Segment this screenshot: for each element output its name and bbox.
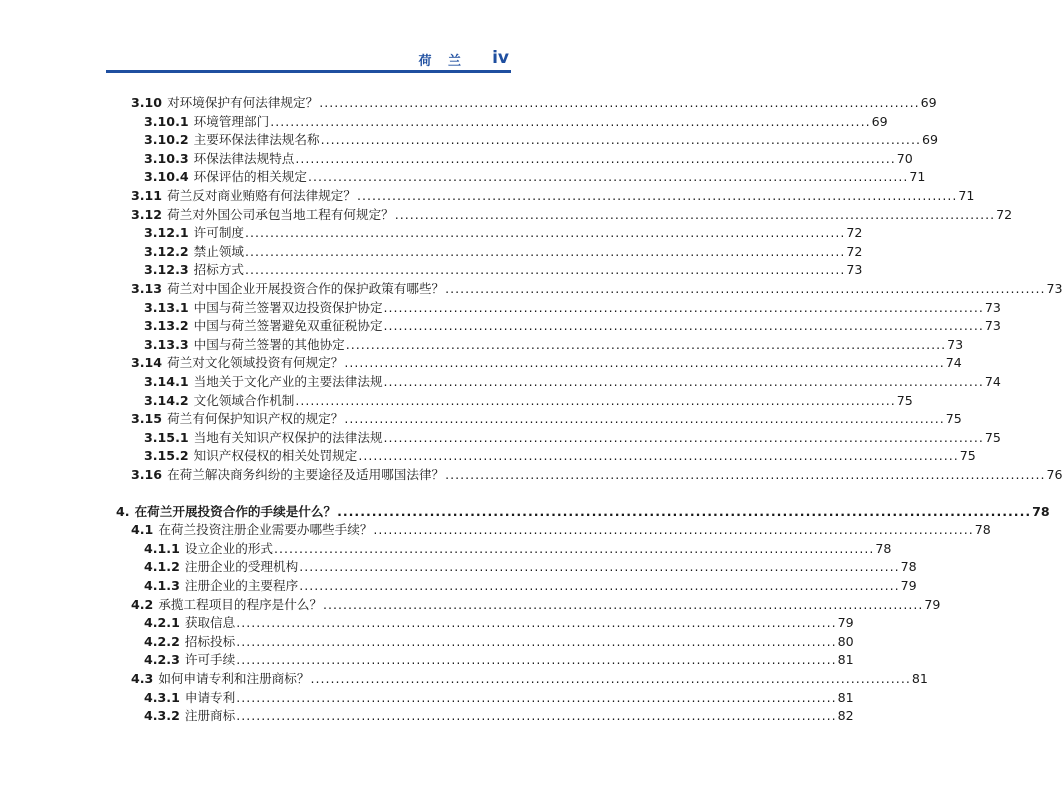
toc-entry-title: 对环境保护有何法律规定？ [167,95,319,110]
toc-entry[interactable] [131,522,991,538]
toc-entry-page: 73 [984,318,1001,334]
toc-entry[interactable] [144,262,863,278]
toc-entry-title: 申请专利 [184,689,236,705]
toc-entry-title: 荷兰对外国公司承包当地工程有何规定？ [167,206,394,222]
toc-entry-page: 72 [996,206,1013,222]
toc-leader-dots: ........................................................................................................................ [383,318,984,334]
toc-entry[interactable] [131,188,975,204]
toc-entry-number: 3.15.2 [144,448,189,464]
toc-entry-number: 3.12 [131,206,163,222]
toc-leader-dots: ........................................................................................................................ [274,540,875,556]
toc-leader-dots: ........................................................................................................................ [295,150,896,166]
toc-entry[interactable] [144,429,1001,446]
toc-leader-dots: ........................................................................................................................ [236,652,837,668]
toc-entry[interactable] [144,652,854,668]
toc-entry-number: 3.10.4 [144,169,189,185]
toc-entry-number: 3.13.2 [144,318,189,334]
toc-leader-dots: ........................................................................................................................ [245,262,846,278]
toc-entry[interactable] [144,374,1001,390]
toc-entry[interactable] [144,225,863,241]
toc-entry-number: 3.14.2 [144,392,189,408]
toc-entry-page: 79 [837,615,854,631]
toc-leader-dots: ........................................................................................................................ [337,503,1032,519]
toc-entry[interactable] [144,559,917,575]
toc-entry-title: 中国与荷兰签署双边投资保护协定 [193,299,383,315]
toc-entry-title: 主要环保法律法规名称 [193,132,320,148]
toc-entry[interactable] [144,633,854,650]
toc-entry-page: 80 [837,633,854,649]
toc-entry[interactable] [144,169,926,185]
toc-entry-page: 74 [984,374,1001,389]
toc-leader-dots: ........................................................................................................................ [373,522,974,538]
toc-entry-number: 3.15 [131,411,163,427]
toc-entry-number: 3.14.1 [144,374,189,389]
toc-entry-page: 81 [837,689,854,705]
toc-entry[interactable] [131,281,1063,297]
toc-entry[interactable] [144,113,888,130]
toc-entry-title: 注册商标 [184,708,236,724]
toc-leader-dots: ........................................................................................................................ [310,671,911,686]
toc-entry-number: 3.12.3 [144,262,189,278]
toc-leader-dots: ........................................................................................................................ [445,467,1046,482]
toc-leader-dots: ........................................................................................................................ [299,578,900,593]
toc-leader-dots: ........................................................................................................................ [295,392,896,408]
toc-entry-page: 75 [945,411,962,427]
toc-entry-number: 4.2.1 [144,615,180,631]
toc-entry-title: 许可手续 [184,652,236,668]
toc-leader-dots: ........................................................................................................................ [356,188,958,203]
header-rule [106,70,511,73]
toc-entry-title: 环保评估的相关规定 [193,169,307,185]
toc-entry-number: 3.10.3 [144,150,189,166]
toc-leader-dots: ........................................................................................................................ [236,689,837,705]
toc-entry-number: 3.12.1 [144,225,189,241]
toc-entry-page: 81 [837,652,854,668]
toc-entry-title: 当地关于文化产业的主要法律法规 [193,374,383,389]
toc-leader-dots: ........................................................................................................................ [307,169,909,185]
toc-leader-dots: ........................................................................................................................ [383,299,984,315]
toc-entry-title: 招标方式 [193,262,244,278]
toc-leader-dots: ........................................................................................................................ [236,615,837,631]
toc-leader-dots: ........................................................................................................................ [344,411,945,427]
toc-entry-number: 3.13.1 [144,299,189,315]
toc-entry[interactable] [131,671,928,687]
toc-entry-page: 73 [984,299,1001,315]
toc-entry-title: 在荷兰开展投资合作的手续是什么？ [134,503,337,519]
toc-entry-title: 在荷兰投资注册企业需要办哪些手续？ [158,522,373,538]
toc-leader-dots: ........................................................................................................................ [299,559,900,575]
toc-entry-page: 82 [837,708,854,724]
toc-entry[interactable] [131,95,937,111]
toc-leader-dots: ........................................................................................................................ [320,132,921,148]
toc-leader-dots: ........................................................................................................................ [323,596,924,612]
toc-entry-title: 许可制度 [193,225,244,241]
toc-entry[interactable] [144,336,964,353]
toc-entry[interactable] [144,615,854,631]
toc-entry[interactable] [131,355,962,371]
toc-entry-number: 4.3.2 [144,708,180,724]
toc-entry-number: 4.3 [131,671,154,686]
toc-leader-dots: ........................................................................................................................ [319,95,920,110]
toc-entry-page: 73 [1046,281,1063,296]
toc-entry-title: 在荷兰解决商务纠纷的主要途径及适用哪国法律？ [167,467,445,482]
toc-entry-page: 73 [846,262,863,278]
toc-entry-title: 获取信息 [184,615,236,631]
toc-entry-page: 81 [911,671,928,686]
toc-leader-dots: ........................................................................................................................ [383,374,984,389]
toc-entry-title: 承揽工程项目的程序是什么？ [158,596,323,612]
toc-entry-page: 73 [947,336,964,352]
toc-entry[interactable] [144,578,917,594]
toc-entry-number: 4.1.1 [144,540,180,556]
toc-leader-dots: ........................................................................................................................ [358,448,959,464]
toc-entry-page: 76 [1046,467,1063,482]
toc-leader-dots: ........................................................................................................................ [445,281,1046,296]
toc-entry-number: 4.2 [131,596,154,612]
toc-entry-title: 如何申请专利和注册商标？ [158,671,310,686]
toc-leader-dots: ........................................................................................................................ [270,113,871,129]
toc-entry-number: 4.2.2 [144,633,180,649]
toc-entry[interactable] [116,503,1050,520]
toc-entry-title: 环保法律法规特点 [193,150,295,166]
toc-entry-page: 69 [920,95,937,110]
toc-entry[interactable] [144,708,854,724]
toc-entry-number: 3.13.3 [144,336,189,352]
toc-entry-number: 3.15.1 [144,429,189,445]
toc-entry-page: 74 [945,355,962,371]
toc-entry-number: 4.1.3 [144,578,180,593]
toc-entry[interactable] [144,392,913,409]
toc-entry-number: 4.2.3 [144,652,180,668]
toc-leader-dots: ........................................................................................................................ [236,633,837,649]
toc-leader-dots: ........................................................................................................................ [245,225,846,241]
toc-leader-dots: ........................................................................................................................ [236,708,837,724]
toc-entry-title: 荷兰反对商业贿赂有何法律规定？ [167,188,356,203]
toc-entry[interactable] [144,318,1001,334]
toc-entry-title: 当地有关知识产权保护的法律法规 [193,429,383,445]
toc-entry-page: 71 [909,169,926,185]
toc-leader-dots: ........................................................................................................................ [394,206,996,222]
toc-entry[interactable] [144,150,913,167]
toc-entry[interactable] [131,206,1013,223]
toc-entry-number: 3.11 [131,188,163,203]
toc-entry-number: 4.1.2 [144,559,180,575]
toc-entry[interactable] [131,596,941,613]
toc-entry-page: 70 [896,150,913,166]
toc-entry-page: 69 [921,132,938,148]
toc-entry[interactable] [144,243,863,260]
toc-entry-number: 3.14 [131,355,163,371]
toc-entry-page: 78 [1032,503,1050,519]
toc-entry-number: 3.10.2 [144,132,189,148]
toc-entry-title: 荷兰对中国企业开展投资合作的保护政策有哪些？ [167,281,445,296]
toc-entry-title: 文化领域合作机制 [193,392,295,408]
toc-entry-page: 78 [900,559,917,575]
toc-entry-number: 4. [116,503,130,519]
toc-entry-page: 72 [846,225,863,241]
toc-leader-dots: ........................................................................................................................ [344,355,945,371]
toc-entry-number: 3.10 [131,95,163,110]
toc-entry-number: 4.3.1 [144,689,180,705]
toc-entry[interactable] [131,411,962,427]
toc-entry[interactable] [144,689,854,706]
toc-entry-number: 3.16 [131,467,163,482]
toc-entry-number: 4.1 [131,522,154,538]
toc-leader-dots: ........................................................................................................................ [245,243,846,259]
toc-entry-number: 3.10.1 [144,113,189,129]
toc-entry-page: 75 [896,392,913,408]
toc-entry-title: 荷兰有何保护知识产权的规定？ [167,411,344,427]
toc-entry[interactable] [144,448,976,464]
toc-entry[interactable] [131,467,1063,483]
toc-entry-page: 72 [846,243,863,259]
toc-entry-title: 注册企业的主要程序 [184,578,299,593]
toc-entry-page: 75 [959,448,976,464]
toc-entry-title: 中国与荷兰签署避免双重征税协定 [193,318,383,334]
toc-entry-page: 71 [958,188,975,203]
toc-entry-title: 环境管理部门 [193,113,270,129]
toc-entry-title: 注册企业的受理机构 [184,559,299,575]
toc-entry-page: 78 [875,540,892,556]
running-header-title: 荷 兰 [418,54,467,69]
toc-entry[interactable] [144,540,892,557]
toc-entry-title: 中国与荷兰签署的其他协定 [193,336,345,352]
toc-entry-number: 3.12.2 [144,243,189,259]
toc-entry-title: 招标投标 [184,633,236,649]
toc-entry-title: 荷兰对文化领域投资有何规定？ [167,355,344,371]
toc-entry[interactable] [144,132,938,148]
toc-entry-title: 禁止领域 [193,243,244,259]
toc-entry-title: 设立企业的形式 [184,540,274,556]
toc-entry-page: 79 [924,596,941,612]
toc-entry-page: 69 [871,113,888,129]
toc-leader-dots: ........................................................................................................................ [383,429,984,445]
toc-entry-page: 78 [974,522,991,538]
toc-entry-title: 知识产权侵权的相关处罚规定 [193,448,358,464]
toc-entry[interactable] [144,299,1001,316]
toc-entry-page: 79 [900,578,917,593]
toc-entry-number: 3.13 [131,281,163,296]
page-number: iv [492,48,509,68]
toc-entry-page: 75 [984,429,1001,445]
toc-leader-dots: ........................................................................................................................ [345,336,947,352]
